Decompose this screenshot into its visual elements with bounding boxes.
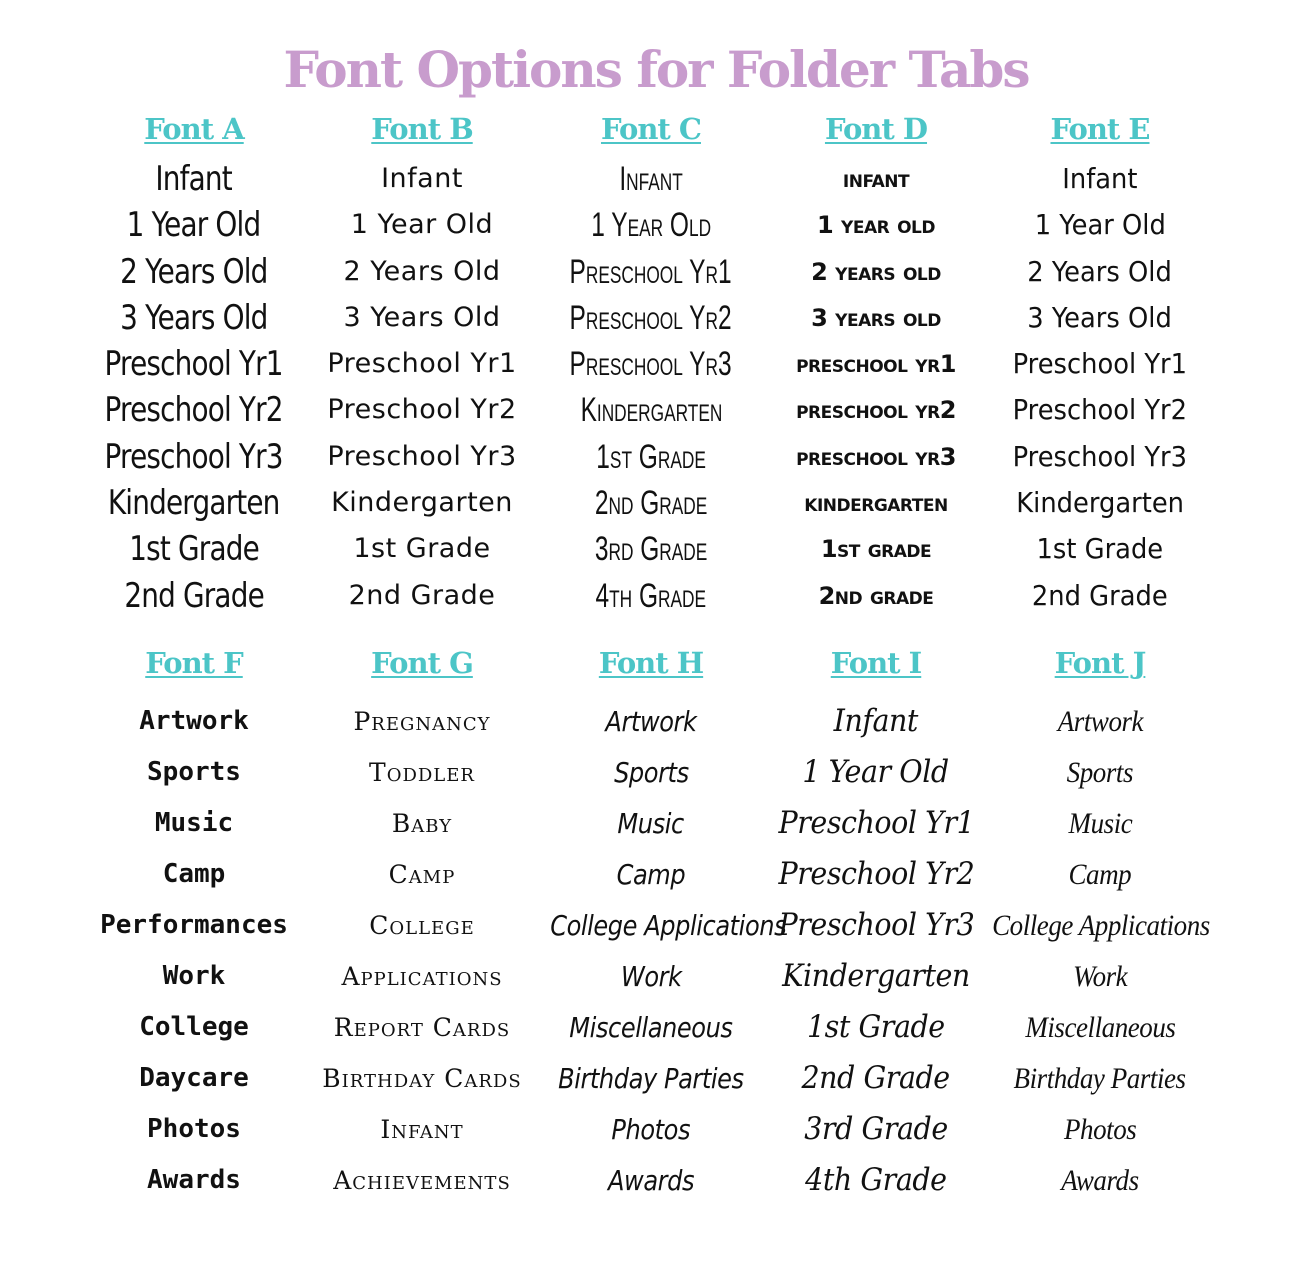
font-sample-item (302, 480, 542, 526)
font-sample-item (756, 156, 996, 202)
font-sample-item (74, 480, 314, 526)
font-sample-text: Preschool Yr2 (569, 298, 733, 337)
font-sample-text: Kindergarten (331, 487, 513, 519)
font-sample-item (756, 696, 996, 747)
font-sample-text: 2 Years Old (343, 255, 501, 287)
font-sample-item (756, 1053, 996, 1104)
font-sample-item (756, 1002, 996, 1053)
font-sample-text: Preschool Yr3 (1012, 439, 1188, 473)
font-sample-text: 3 years old (811, 303, 941, 332)
sample-list-b (302, 156, 542, 619)
font-sample-item (756, 480, 996, 526)
font-sample-text: Achievements (333, 1166, 511, 1195)
sample-list-h (531, 696, 787, 1206)
font-heading-a: Font A (144, 112, 244, 146)
font-sample-text: Performances (100, 910, 288, 940)
font-sample-item (531, 526, 771, 572)
font-column-a (74, 112, 314, 619)
font-sample-item (74, 1104, 314, 1155)
font-heading-j: Font J (1054, 646, 1146, 680)
font-sample-item (302, 1053, 542, 1104)
font-sample-text: infant (842, 165, 910, 193)
font-sample-item (302, 202, 542, 248)
font-sample-item (756, 1104, 996, 1155)
font-sample-item (756, 951, 996, 1002)
font-sample-text: Preschool Yr1 (327, 348, 517, 380)
font-sample-text: Music (617, 807, 685, 840)
font-sample-text: 1 year old (817, 211, 935, 240)
font-sample-item (302, 696, 542, 747)
font-sample-text: preschool yr1 (796, 350, 956, 379)
font-sample-text: Camp (616, 858, 686, 891)
font-sample-item (74, 696, 314, 747)
font-column-j (980, 646, 1220, 1206)
font-sample-item (302, 900, 542, 951)
font-sample-item (531, 1053, 771, 1104)
font-sample-text: Infant (381, 163, 463, 194)
font-sample-item (980, 573, 1220, 619)
font-sample-item (756, 1155, 996, 1206)
font-sample-item (756, 526, 996, 572)
font-sample-text: Miscellaneous (569, 1011, 733, 1044)
font-sample-text: Work (620, 960, 682, 993)
font-sample-text: Preschool Yr2 (778, 856, 974, 892)
font-sample-text: Awards (147, 1165, 241, 1195)
font-sample-item (302, 849, 542, 900)
font-sample-text: Preschool Yr1 (104, 344, 284, 385)
font-sample-text: Infant (833, 703, 919, 739)
font-sample-text: 1st grade (820, 535, 932, 564)
font-sample-item (756, 747, 996, 798)
font-sample-item (756, 387, 996, 433)
font-heading-i: Font I (830, 646, 922, 680)
font-sample-text: Work (1072, 960, 1128, 993)
sample-list-i (756, 696, 996, 1206)
font-column-h (531, 646, 787, 1206)
font-sample-item (531, 434, 771, 480)
font-sample-item (531, 387, 771, 433)
font-sample-item (756, 249, 996, 295)
font-sample-item (980, 341, 1220, 387)
font-sample-item (302, 573, 542, 619)
font-column-f (74, 646, 314, 1206)
font-sample-text: Awards (1061, 1164, 1139, 1197)
font-sample-text: Preschool Yr3 (778, 907, 974, 943)
font-sample-text: Birthday Parties (1013, 1062, 1187, 1095)
font-heading-b: Font B (371, 112, 473, 146)
font-sample-item (531, 249, 771, 295)
font-sample-text: kindergarten (804, 489, 948, 518)
font-column-e (980, 112, 1220, 619)
sample-list-a (74, 156, 314, 619)
font-sample-text: 1 Year Old (350, 209, 494, 241)
font-sample-text: Work (162, 961, 226, 991)
font-sample-item (980, 798, 1220, 849)
font-sample-text: Kindergarten (1016, 486, 1184, 520)
font-heading-h: Font H (598, 646, 704, 680)
font-sample-item (531, 849, 771, 900)
font-sample-text: 1st Grade (353, 533, 491, 565)
font-sample-text: 2nd grade (818, 581, 934, 610)
font-sample-text: Preschool Yr3 (327, 440, 517, 472)
font-sample-text: Preschool Yr2 (1012, 393, 1188, 427)
font-sample-text: Preschool Yr3 (569, 345, 733, 384)
font-sample-text: Infant (155, 159, 233, 199)
font-sample-item (74, 1053, 314, 1104)
font-sample-text: Camp (388, 860, 456, 889)
font-sample-text: Birthday Parties (558, 1062, 744, 1095)
font-sample-item (980, 1155, 1220, 1206)
font-sample-item (980, 1002, 1220, 1053)
font-sample-text: Miscellaneous (1024, 1011, 1176, 1044)
font-sample-item (302, 747, 542, 798)
font-sample-text: 2 Years Old (1027, 254, 1173, 288)
font-heading-g: Font G (371, 646, 473, 680)
font-sample-text: Kindergarten (108, 483, 280, 524)
font-sample-item (980, 249, 1220, 295)
font-sample-text: College (139, 1012, 249, 1042)
font-sample-item (302, 1002, 542, 1053)
font-sample-text: Baby (391, 809, 453, 838)
font-sample-text: 2nd Grade (1032, 578, 1168, 612)
font-sample-text: College Applications (550, 909, 787, 942)
font-sample-item (531, 341, 771, 387)
font-sample-item (74, 573, 314, 619)
font-sample-text: Awards (607, 1164, 695, 1197)
font-column-b (302, 112, 542, 619)
font-sample-text: 1 Year Old (127, 205, 261, 246)
font-sample-item (980, 295, 1220, 341)
font-sample-item (980, 900, 1220, 951)
font-sample-item (74, 156, 314, 202)
sample-list-f (74, 696, 314, 1206)
font-sample-item (302, 341, 542, 387)
font-sample-text: Birthday Cards (322, 1064, 522, 1093)
font-sample-text: 1st Grade (596, 437, 706, 476)
font-sample-item (756, 295, 996, 341)
font-sample-text: preschool yr2 (796, 396, 956, 425)
font-sample-item (531, 747, 771, 798)
font-sample-text: Kindergarten (782, 958, 970, 994)
sample-list-g (302, 696, 542, 1206)
font-sample-text: 3 Years Old (1027, 300, 1173, 334)
font-sample-item (980, 747, 1220, 798)
font-sample-item (302, 1104, 542, 1155)
font-sample-text: 3rd Grade (594, 530, 708, 569)
font-sample-item (756, 798, 996, 849)
font-sample-text: Camp (1068, 858, 1132, 891)
font-sample-item (980, 156, 1220, 202)
font-sample-text: Camp (162, 859, 226, 889)
font-sample-text: Artwork (605, 705, 697, 738)
font-column-c (531, 112, 771, 619)
font-sample-item (74, 849, 314, 900)
font-sample-item (302, 798, 542, 849)
sample-list-j (980, 696, 1220, 1206)
font-heading-e: Font E (1050, 112, 1150, 146)
font-sample-text: Artwork (139, 706, 249, 736)
font-sample-text: Toddler (369, 758, 475, 787)
font-sample-item (302, 249, 542, 295)
font-sample-text: Sports (613, 756, 689, 789)
font-sample-item (980, 202, 1220, 248)
font-sample-item (74, 747, 314, 798)
font-sample-item (74, 387, 314, 433)
font-sample-text: College (369, 911, 475, 940)
font-sample-text: Preschool Yr1 (569, 252, 733, 291)
font-sample-item (302, 295, 542, 341)
font-sample-text: Pregnancy (353, 707, 491, 736)
font-sample-text: 4th Grade (805, 1162, 947, 1198)
font-sample-text: 1 Year Old (591, 206, 711, 245)
font-sample-text: Music (1068, 807, 1132, 840)
font-sample-text: Sports (147, 757, 241, 787)
font-sample-item (74, 900, 314, 951)
font-sample-text: 2 Years Old (120, 251, 268, 292)
font-sample-text: 1st Grade (1036, 532, 1164, 566)
font-sample-text: 2nd Grade (348, 579, 496, 611)
font-sample-item (531, 900, 787, 951)
sample-list-c (531, 156, 771, 619)
font-sample-text: 1 Year Old (1034, 208, 1166, 242)
font-sample-text: 3 Years Old (120, 297, 268, 338)
font-sample-item (74, 295, 314, 341)
font-column-i (756, 646, 996, 1206)
font-heading-c: Font C (600, 112, 701, 146)
font-sample-item (756, 900, 996, 951)
font-sample-item (302, 387, 542, 433)
font-sample-item (756, 573, 996, 619)
font-sample-text: Preschool Yr1 (778, 805, 974, 841)
font-sample-text: Preschool Yr2 (104, 390, 284, 431)
font-sample-item (980, 480, 1220, 526)
font-sample-item (531, 696, 771, 747)
font-column-d (756, 112, 996, 619)
font-heading-f: Font F (145, 646, 243, 680)
font-sample-text: 2nd Grade (124, 575, 264, 616)
font-sample-text: Sports (1066, 756, 1134, 789)
font-sample-item (980, 434, 1220, 480)
font-sample-item (74, 434, 314, 480)
font-sample-item (531, 480, 771, 526)
font-sample-item (74, 1002, 314, 1053)
font-sample-item (531, 1104, 771, 1155)
font-sample-item (302, 156, 542, 202)
font-sample-item (531, 295, 771, 341)
font-sample-item (74, 951, 314, 1002)
font-heading-d: Font D (824, 112, 928, 146)
font-sample-item (756, 434, 996, 480)
sample-list-e (980, 156, 1220, 619)
font-sample-text: Infant (619, 160, 683, 198)
font-sample-text: 2nd Grade (594, 484, 708, 523)
font-sample-text: 2 years old (811, 257, 941, 286)
font-sample-text: 2nd Grade (801, 1060, 951, 1096)
font-sample-item (756, 849, 996, 900)
font-sample-item (302, 434, 542, 480)
font-sample-item (980, 951, 1220, 1002)
font-sample-text: Infant (380, 1115, 464, 1144)
font-sample-text: College Applications (992, 909, 1210, 942)
font-sample-item (980, 1104, 1220, 1155)
font-sample-item (756, 341, 996, 387)
font-sample-text: Daycare (139, 1063, 249, 1093)
font-sample-text: Photos (1063, 1113, 1137, 1146)
font-sample-item (74, 341, 314, 387)
font-sample-text: 1st Grade (807, 1009, 945, 1045)
font-sample-text: Preschool Yr3 (104, 436, 284, 477)
font-sample-text: Report Cards (333, 1013, 511, 1042)
font-sample-text: Infant (1062, 162, 1138, 195)
font-sample-text: 4th Grade (595, 576, 707, 615)
font-sample-item (302, 951, 542, 1002)
font-sample-item (531, 573, 771, 619)
font-sample-text: Music (154, 808, 234, 838)
font-sample-item (74, 798, 314, 849)
font-sample-text: Photos (611, 1113, 691, 1146)
font-sample-item (980, 526, 1220, 572)
font-sample-text: 3rd Grade (804, 1111, 948, 1147)
font-sample-item (980, 696, 1220, 747)
font-sample-text: Kindergarten (580, 391, 722, 430)
sample-list-d (756, 156, 996, 619)
font-sample-item (980, 387, 1220, 433)
font-sample-item (531, 1002, 771, 1053)
font-sample-text: Applications (341, 962, 503, 991)
font-column-g (302, 646, 542, 1206)
font-sample-text: preschool yr3 (796, 442, 956, 471)
font-sample-item (74, 526, 314, 572)
font-sample-item (980, 849, 1220, 900)
font-sample-text: Photos (147, 1114, 241, 1144)
font-sample-text: Preschool Yr2 (327, 394, 517, 426)
font-sample-item (531, 798, 771, 849)
font-sample-item (302, 526, 542, 572)
font-sample-text: 1 Year Old (802, 754, 950, 790)
font-sample-item (531, 951, 771, 1002)
font-sample-item (531, 202, 771, 248)
font-sample-item (74, 1155, 314, 1206)
font-sample-item (756, 202, 996, 248)
font-sample-item (302, 1155, 542, 1206)
page-title: Font Options for Folder Tabs (283, 40, 1029, 99)
font-sample-item (531, 156, 771, 202)
font-sample-text: Artwork (1057, 705, 1143, 738)
font-sample-text: 1st Grade (129, 529, 259, 570)
font-sample-item (74, 249, 314, 295)
font-sample-item (74, 202, 314, 248)
font-sample-text: 3 Years Old (343, 301, 501, 333)
font-sample-item (980, 1053, 1220, 1104)
font-sample-item (531, 1155, 771, 1206)
font-sample-text: Preschool Yr1 (1012, 347, 1188, 381)
